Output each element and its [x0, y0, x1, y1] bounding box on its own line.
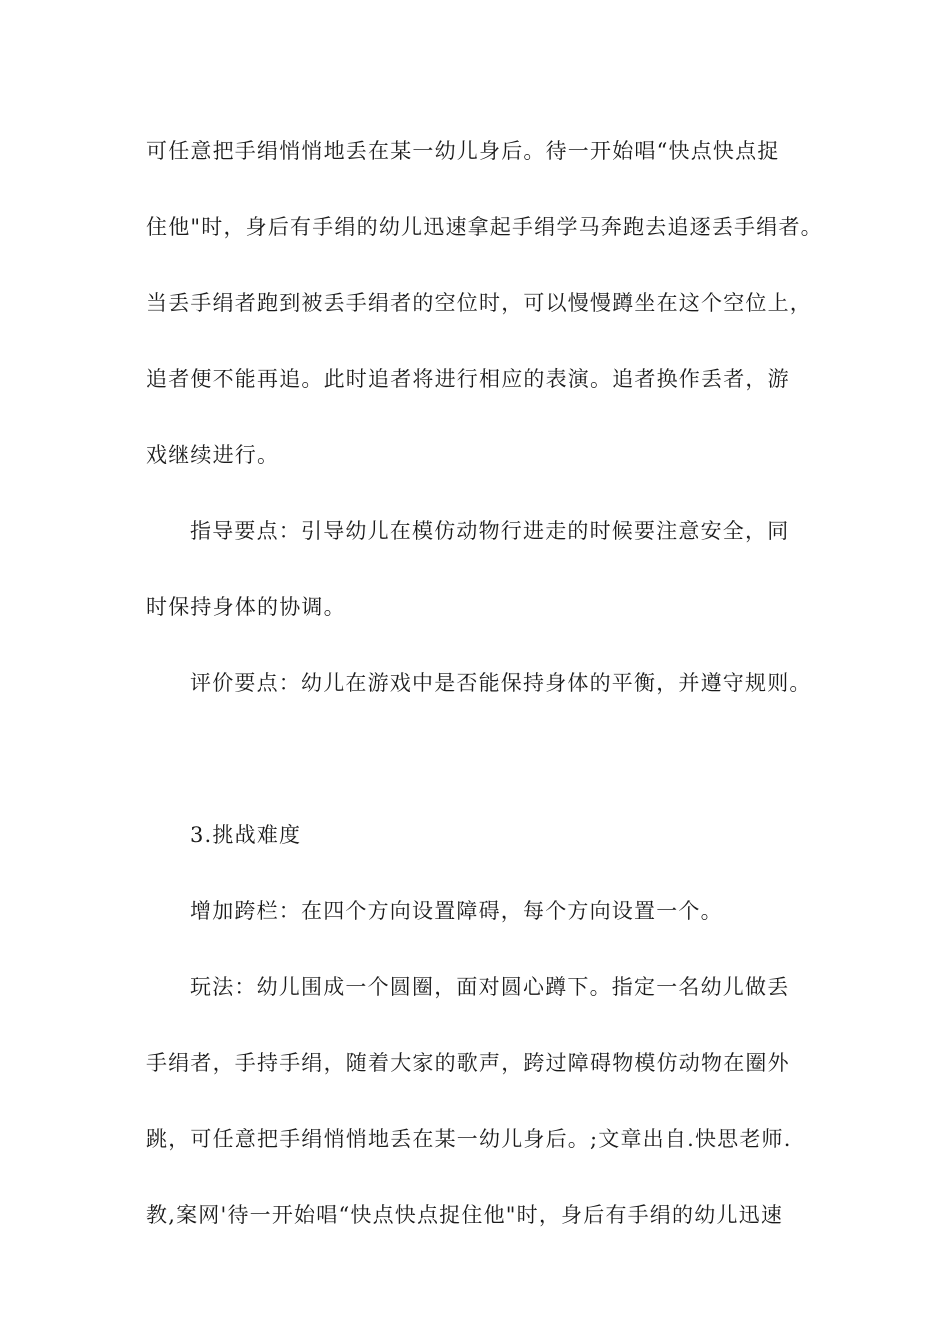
paragraph-line: 住他"时，身后有手绢的幼儿迅速拿起手绢学马奔跑去追逐丢手绢者。	[146, 215, 823, 239]
guidance-points-line: 指导要点：引导幼儿在模仿动物行进走的时候要注意安全，同	[190, 519, 790, 543]
paragraph-line: 教,案网'待一开始唱“快点快点捉住他"时，身后有手绢的幼儿迅速	[146, 1203, 784, 1227]
paragraph-line: 戏继续进行。	[146, 443, 280, 467]
paragraph-line: 当丢手绢者跑到被丢手绢者的空位时，可以慢慢蹲坐在这个空位上，	[146, 291, 812, 315]
paragraph-line: 跳，可任意把手绢悄悄地丢在某一幼儿身后。;文章出自.快思老师.	[146, 1127, 792, 1151]
paragraph-line: 手绢者，手持手绢，随着大家的歌声，跨过障碍物模仿动物在圈外	[146, 1051, 790, 1075]
paragraph-line: 增加跨栏：在四个方向设置障碍，每个方向设置一个。	[190, 899, 723, 923]
paragraph-line: 可任意把手绢悄悄地丢在某一幼儿身后。待一开始唱“快点快点捉	[146, 139, 780, 163]
evaluation-points-line: 评价要点：幼儿在游戏中是否能保持身体的平衡，并遵守规则。	[190, 671, 812, 695]
paragraph-line: 时保持身体的协调。	[146, 595, 346, 619]
paragraph-line: 追者便不能再追。此时追者将进行相应的表演。追者换作丢者，游	[146, 367, 790, 391]
gameplay-line: 玩法：幼儿围成一个圆圈，面对圆心蹲下。指定一名幼儿做丢	[190, 975, 790, 999]
section-heading: 3.挑战难度	[190, 823, 302, 847]
